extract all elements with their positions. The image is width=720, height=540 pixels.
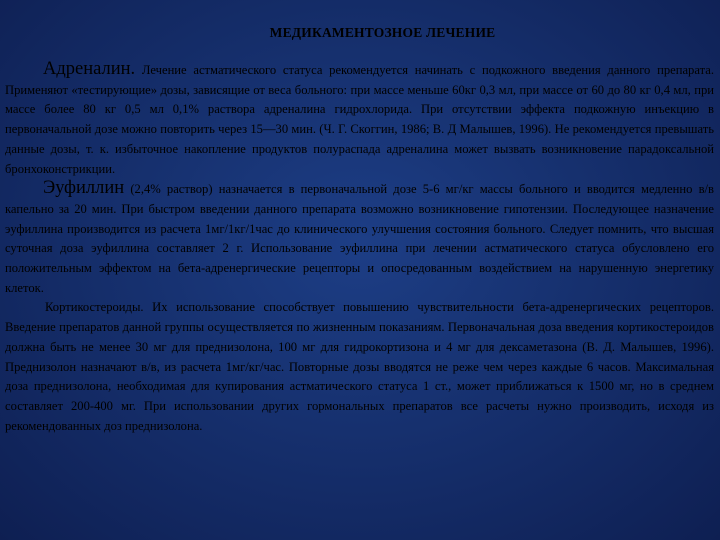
paragraph-adrenaline	[5, 60, 714, 179]
adrenaline-text: Лечение астматического статуса рекомендуется начинать с подкожного введения данного препарата. Применяют «тестирующие» дозы, зависящие от веса больного: при массе меньше 60кг 0,3 мл, при массе от 60 до 80 кг 0,4 мл, при массе более 80 кг 0,5 мл 0,1% раствора адреналина гидрохлорида. При отсутствии эффекта подкожную инъекцию в первоначальной дозе можно повторить через 15—30 мин. (Ч. Г. Скоггин, 1986; В. Д Малышев, 1996). Не рекомендуется превышать данные дозы, т. к. избыточное накопление продуктов полураспада адреналина может вызвать возникновение парадоксальной бронхоконстрикции.	[5, 63, 714, 176]
slide-body	[5, 60, 714, 436]
paragraph-corticosteroids	[5, 298, 714, 436]
euphylline-concentration: (2,4% раствор)	[124, 182, 213, 197]
paragraph-euphylline	[5, 179, 714, 298]
slide-title: МЕДИКАМЕНТОЗНОЕ ЛЕЧЕНИЕ	[269, 25, 496, 40]
corticosteroids-text: Кортикостероиды. Их использование способствует повышению чувствительности бета-адренергических рецепторов. Введение препаратов данной группы осуществляется по жизненным показаниям. Первоначальная доза введения кортикостероидов должна быть не менее 30 мг для преднизолона, 100 мг для гидрокортизона и 4 мг для дексаметазона (В. Д. Малышев, 1996). Преднизолон назначают в/в, из расчета 1мг/кг/час. Повторные дозы вводятся не реже чем через каждые 6 часов. Максимальная доза преднизолона, необходимая для купирования астматического статуса 1 ст., может приближаться к 1500 мг, но в среднем составляет 200-400 мг. При использовании других гормональных препаратов все расчеты нужно производить, исходя из рекомендованных доз преднизолона.	[5, 300, 714, 433]
euphylline-text: назначается в первоначальной дозе 5-6 мг/кг массы больного и вводится медленно в/в капельно за 20 мин. При быстром введении данного препарата возможно возникновение гипотензии. Последующее назначение эуфиллина производится из расчета 1мг/1кг/1час до клинического улучшения состояния больного. Следует помнить, что высшая суточная доза эуфиллина составляет 2 г. Использование эуфиллина при лечении астматического статуса обусловлено его положительным эффектом на бета-адренергические рецепторы и опосредованным воздействием на нарушенную энергетику клеток.	[5, 182, 714, 295]
drug-name-euphylline: Эуфиллин	[43, 178, 125, 199]
drug-name-adrenaline: Адреналин.	[43, 59, 136, 79]
